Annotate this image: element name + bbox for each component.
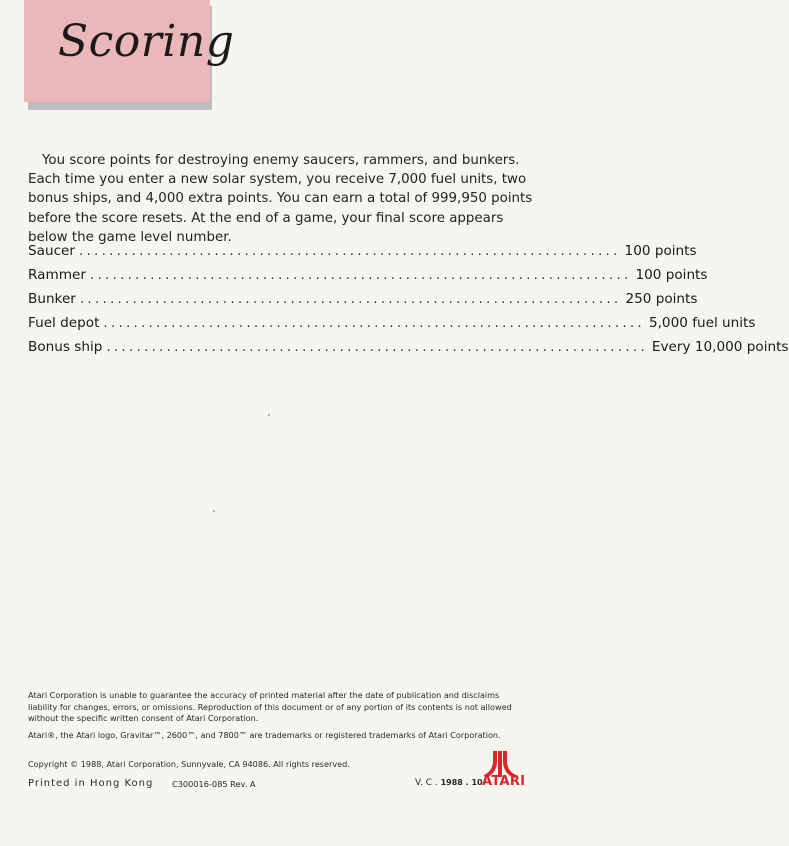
- score-row-saucer: [28, 243, 697, 267]
- dot-leader: ........................................................................: [79, 291, 622, 307]
- score-row-bonus-ship: [28, 339, 789, 363]
- part-number: C300016-085 Rev. A: [172, 779, 256, 789]
- vc-date: 1988 . 10: [440, 778, 483, 787]
- dot-leader: ........................................................................: [79, 243, 621, 259]
- paper-speck: [213, 510, 215, 512]
- dot-leader: ........................................................................: [103, 315, 645, 331]
- score-label: Bunker: [28, 291, 76, 307]
- dot-leader: ........................................................................: [106, 339, 648, 355]
- copyright-text: Copyright © 1988, Atari Corporation, Sunnyvale, CA 94086. All rights reserved.: [28, 759, 350, 769]
- score-value: 100 points: [635, 267, 708, 283]
- vc-code: [415, 778, 483, 788]
- score-label: Bonus ship: [28, 339, 103, 355]
- score-value: 5,000 fuel units: [648, 315, 756, 331]
- intro-paragraph: You score points for destroying enemy saucers, rammers, and bunkers. Each time you enter a new solar system, you receive 7,000 fuel units, two bonus ships, and 4,000 extra points. You can earn a total of 999,950 points before the score resets. At the end of a game, your final score appears below the game level number.: [28, 153, 533, 245]
- score-label: Fuel depot: [28, 315, 100, 331]
- vc-prefix: V. C .: [415, 778, 438, 788]
- page-title: Scoring: [58, 16, 235, 67]
- score-row-fuel-depot: [28, 315, 756, 339]
- trademark-text: Atari®, the Atari logo, Gravitar™, 2600™, and 7800™ are trademarks or registered trademarks of Atari Corporation.: [28, 730, 501, 740]
- printed-in-text: Printed in Hong Kong: [28, 778, 154, 789]
- score-value: 250 points: [625, 291, 698, 307]
- score-row-rammer: [28, 267, 708, 291]
- paper-speck: [268, 414, 270, 416]
- score-value: 100 points: [624, 243, 697, 259]
- score-row-bunker: [28, 291, 698, 315]
- atari-wordmark: ATARI: [482, 774, 526, 789]
- score-table: [28, 243, 789, 363]
- dot-leader: ........................................................................: [89, 267, 632, 283]
- score-value: Every 10,000 points: [651, 339, 789, 355]
- score-label: Saucer: [28, 243, 76, 259]
- disclaimer-text: Atari Corporation is unable to guarantee the accuracy of printed material after the date of publication and disclaims liability for changes, errors, or omissions. Reproduction of this document or of any portion of its contents is not allowed without the specific written consent of Atari Corporation.: [28, 690, 512, 724]
- score-label: Rammer: [28, 267, 86, 283]
